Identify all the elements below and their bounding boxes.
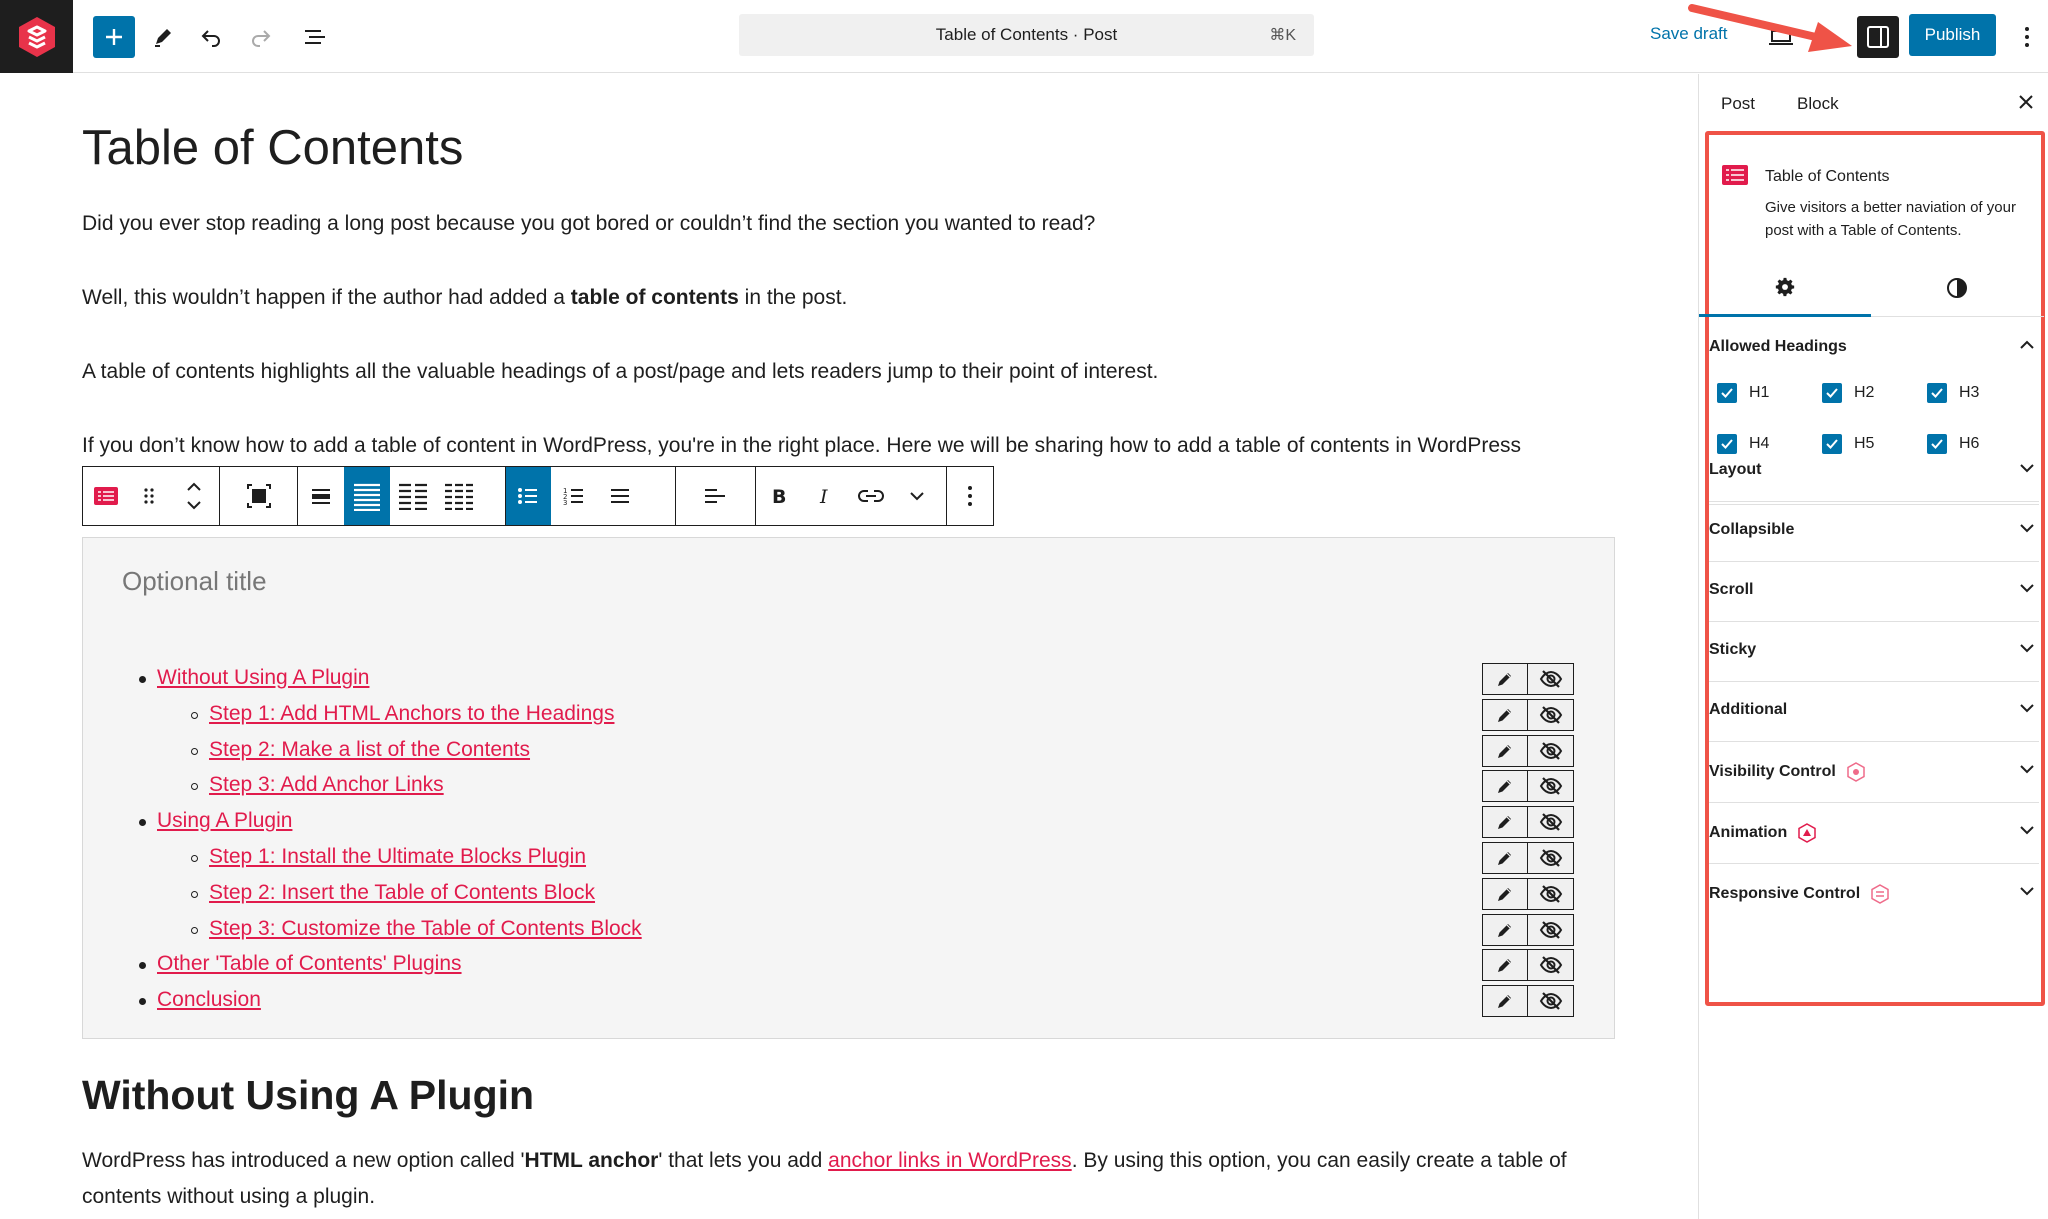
hide-heading-button[interactable]: [1528, 663, 1574, 695]
gear-icon: [1774, 276, 1796, 298]
heading-checkbox-label: H4: [1749, 435, 1770, 452]
hide-heading-button[interactable]: [1528, 949, 1574, 981]
paragraph-intro[interactable]: Did you ever stop reading a long post because you got bored or couldn’t find the section you wanted to read?: [82, 212, 1096, 235]
align-wide-button[interactable]: [220, 467, 297, 525]
move-up-down-button[interactable]: [169, 467, 219, 525]
heading-checkbox-h1[interactable]: [1717, 383, 1769, 403]
block-toolbar-group-format: [756, 467, 947, 525]
toc-item: [83, 806, 1614, 842]
bold-icon: [771, 486, 787, 506]
chevron-up-icon: [2019, 340, 2035, 350]
toc-item: [83, 699, 1614, 735]
divider: [1709, 621, 2039, 622]
align-left-icon: [703, 486, 727, 506]
eye-slash-icon: [1539, 955, 1563, 975]
tools-button[interactable]: [142, 16, 184, 58]
pencil-icon: [1495, 669, 1515, 689]
hide-heading-button[interactable]: [1528, 878, 1574, 910]
hide-heading-button[interactable]: [1528, 806, 1574, 838]
options-menu-button[interactable]: [2006, 16, 2048, 58]
svg-text:3: 3: [563, 499, 568, 506]
redo-button[interactable]: [240, 16, 282, 58]
pro-badge: [1846, 762, 1866, 782]
contrast-icon: [1946, 277, 1968, 299]
two-columns-icon: [398, 482, 428, 510]
one-column-icon: [310, 486, 332, 506]
edit-heading-button[interactable]: [1482, 699, 1528, 731]
panel-title: Sticky: [1709, 641, 1757, 658]
italic-button[interactable]: [802, 467, 848, 525]
bullet-icon: [139, 676, 146, 683]
bullet-icon: [191, 927, 198, 934]
block-type-button[interactable]: [83, 467, 129, 525]
edit-heading-button[interactable]: [1482, 735, 1528, 767]
eye-slash-icon: [1539, 812, 1563, 832]
block-toolbar-group-options: [947, 467, 993, 525]
post-title[interactable]: Table of Contents: [82, 121, 464, 175]
plain-list-button[interactable]: [597, 467, 643, 525]
chevron-down-icon: [2019, 825, 2035, 835]
panel-collapsible[interactable]: [1709, 521, 2039, 539]
divider: [1709, 863, 2039, 864]
heading-checkbox-label: H2: [1854, 384, 1875, 401]
svg-text:1: 1: [563, 487, 568, 495]
panel-title: Additional: [1709, 701, 1788, 718]
paragraph-text: . By using this option, you can easily create a table of: [1071, 1149, 1567, 1172]
italic-icon: [818, 486, 832, 506]
toc-item: [83, 663, 1614, 699]
toc-item-controls: [1482, 878, 1574, 910]
paragraph-text: Well, this wouldn’t happen if the author had added a: [82, 286, 571, 309]
paragraph-second[interactable]: [82, 280, 847, 316]
document-title: Table of Contents · Post: [935, 25, 1118, 44]
site-logo[interactable]: [0, 0, 73, 73]
block-toolbar-group-wide: [220, 467, 298, 525]
block-toolbar-group-list: [506, 467, 676, 525]
heading-checkbox-h3[interactable]: [1927, 383, 1979, 403]
panel-title: Scroll: [1709, 581, 1754, 598]
block-toolbar-group-align: [676, 467, 756, 525]
full-width-icon: [352, 481, 382, 511]
more-vertical-icon: [2024, 26, 2030, 48]
settings-sidebar: [1698, 74, 2048, 1219]
heading-checkbox-h6[interactable]: [1927, 434, 1979, 454]
toc-item: [83, 914, 1614, 950]
sidebar-toggle-icon: [1865, 24, 1891, 50]
pencil-icon: [1495, 991, 1515, 1011]
chevron-down-icon: [2019, 703, 2035, 713]
paragraph-text: ' that lets you add: [658, 1149, 829, 1172]
plain-list-icon: [609, 486, 631, 506]
block-toolbar-group-columns: [298, 467, 506, 525]
toc-item-controls: [1482, 770, 1574, 802]
chevron-down-icon: [2019, 886, 2035, 896]
toc-item-controls: [1482, 914, 1574, 946]
top-toolbar: [0, 0, 2048, 73]
plus-icon: [103, 26, 125, 48]
columns-full-button[interactable]: [344, 467, 390, 525]
section-heading[interactable]: Without Using A Plugin: [82, 1072, 535, 1118]
text-align-button[interactable]: [676, 467, 755, 525]
settings-sidebar-toggle[interactable]: [1857, 16, 1899, 58]
numbered-list-icon: [563, 486, 585, 506]
hide-heading-button[interactable]: [1528, 914, 1574, 946]
svg-text:B: B: [771, 486, 787, 506]
pencil-icon: [1495, 920, 1515, 940]
toc-item-controls: [1482, 985, 1574, 1017]
pencil-icon: [1495, 848, 1515, 868]
bullet-icon: [139, 962, 146, 969]
pro-badge: [1797, 823, 1817, 843]
toc-link[interactable]: Step 3: Customize the Table of Contents Block: [209, 916, 642, 940]
list-view-icon: [303, 25, 329, 49]
block-card-title: Table of Contents: [1765, 168, 1890, 185]
eye-slash-icon: [1539, 848, 1563, 868]
pencil-icon: [1495, 812, 1515, 832]
toc-link[interactable]: Conclusion: [157, 988, 261, 1012]
bullet-icon: [191, 748, 198, 755]
eye-slash-icon: [1539, 705, 1563, 725]
columns-one-button[interactable]: [298, 467, 344, 525]
svg-text:I: I: [819, 486, 828, 506]
heading-checkbox-label: H5: [1854, 435, 1875, 452]
edit-heading-button[interactable]: [1482, 878, 1528, 910]
drag-handle-icon: [143, 486, 155, 506]
hide-heading-button[interactable]: [1528, 770, 1574, 802]
panel-title: Animation: [1709, 824, 1788, 842]
sidebar-tabs: [1699, 74, 2048, 132]
toc-item: [83, 949, 1614, 985]
link-icon: [858, 488, 884, 504]
columns-two-button[interactable]: [390, 467, 436, 525]
tab-settings[interactable]: [1699, 259, 1871, 317]
align-wide-icon: [246, 483, 272, 509]
eye-slash-icon: [1539, 991, 1563, 1011]
panel-additional[interactable]: [1709, 701, 2039, 719]
edit-heading-button[interactable]: [1482, 770, 1528, 802]
logo-icon: [15, 15, 59, 59]
ordered-list-button[interactable]: [551, 467, 597, 525]
tab-styles[interactable]: [1871, 259, 2043, 317]
panel-title: Responsive Control: [1709, 885, 1861, 903]
heading-checkbox-label: H3: [1959, 384, 1980, 401]
bullet-icon: [191, 855, 198, 862]
toc-item-controls: [1482, 949, 1574, 981]
toc-item: [83, 878, 1614, 914]
checkmark-icon: [1822, 383, 1842, 403]
bullet-list-icon: [517, 486, 539, 506]
bold-text: table of contents: [570, 286, 739, 309]
panel-responsive-control[interactable]: [1709, 884, 2039, 904]
toc-item-controls: [1482, 735, 1574, 767]
document-overview-button[interactable]: [295, 16, 337, 58]
panel-layout[interactable]: [1709, 461, 2039, 479]
toc-block-icon: [93, 486, 119, 506]
toc-link[interactable]: Using A Plugin: [157, 809, 293, 833]
move-arrows-icon: [185, 480, 203, 512]
paragraph-text: in the post.: [738, 286, 848, 309]
tab-post[interactable]: Post: [1721, 94, 1756, 113]
heading-checkbox-h5[interactable]: [1822, 434, 1874, 454]
bullet-icon: [139, 819, 146, 826]
annotation-arrow-icon: [1680, 0, 1860, 60]
toc-item-controls: [1482, 699, 1574, 731]
pencil-icon: [1495, 705, 1515, 725]
chevron-down-icon: [2019, 463, 2035, 473]
hide-heading-button[interactable]: [1528, 699, 1574, 731]
eye-slash-icon: [1539, 884, 1563, 904]
divider: [1709, 501, 2039, 502]
bullet-icon: [191, 891, 198, 898]
chevron-down-icon: [2019, 764, 2035, 774]
toc-item-controls: [1482, 842, 1574, 874]
unordered-list-button[interactable]: [506, 467, 552, 525]
toc-block[interactable]: [82, 537, 1615, 1039]
heading-checkbox-label: H6: [1959, 435, 1980, 452]
edit-heading-button[interactable]: [1482, 914, 1528, 946]
pro-hexagon-icon: [1846, 762, 1866, 782]
checkmark-icon: [1927, 434, 1947, 454]
toc-link[interactable]: Step 1: Add HTML Anchors to the Headings: [209, 701, 615, 725]
pro-badge: [1870, 884, 1890, 904]
toc-item: [83, 985, 1614, 1021]
toc-link[interactable]: Other 'Table of Contents' Plugins: [157, 952, 462, 976]
command-palette-button[interactable]: [739, 14, 1314, 56]
pencil-icon: [1495, 955, 1515, 975]
panel-title: Layout: [1709, 461, 1762, 478]
bold-text: HTML anchor: [524, 1149, 659, 1172]
divider: [1709, 802, 2039, 803]
chevron-down-icon: [2019, 643, 2035, 653]
pencil-icon: [151, 25, 175, 49]
hide-heading-button[interactable]: [1528, 985, 1574, 1017]
panel-scroll[interactable]: [1709, 581, 2039, 599]
pencil-icon: [1495, 741, 1515, 761]
paragraph-html-anchor[interactable]: [82, 1143, 1622, 1215]
link-button[interactable]: [848, 467, 894, 525]
publish-button[interactable]: Publish: [1909, 14, 1996, 56]
undo-icon: [199, 25, 223, 49]
toolbar-spacer: [643, 467, 675, 525]
columns-three-button[interactable]: [436, 467, 482, 525]
toc-item: [83, 842, 1614, 878]
edit-heading-button[interactable]: [1482, 985, 1528, 1017]
panel-title: Collapsible: [1709, 521, 1795, 538]
divider: [1709, 741, 2039, 742]
bullet-icon: [139, 998, 146, 1005]
chevron-down-icon: [909, 491, 925, 501]
undo-button[interactable]: [190, 16, 232, 58]
paragraph-fourth[interactable]: If you don’t know how to add a table of content in WordPress, you're in the right place. Here we will be sharing how to add a table of contents in WordPress: [82, 434, 1522, 457]
divider: [1709, 681, 2039, 682]
panel-sticky[interactable]: [1709, 641, 2039, 659]
toc-link[interactable]: Step 1: Install the Ultimate Blocks Plugin: [209, 844, 587, 868]
toc-link[interactable]: Step 3: Add Anchor Links: [209, 773, 444, 797]
panel-title: Allowed Headings: [1709, 338, 1847, 355]
bold-button[interactable]: [756, 467, 802, 525]
toc-item-controls: [1482, 806, 1574, 838]
edit-heading-button[interactable]: [1482, 663, 1528, 695]
paragraph-text: WordPress has introduced a new option called ': [82, 1149, 525, 1172]
pro-hexagon-icon: [1797, 823, 1817, 843]
add-block-button[interactable]: [93, 16, 135, 58]
toc-item: [83, 735, 1614, 771]
hide-heading-button[interactable]: [1528, 842, 1574, 874]
toc-link[interactable]: Step 2: Make a list of the Contents: [209, 737, 531, 761]
divider: [1709, 561, 2039, 562]
bullet-icon: [191, 712, 198, 719]
more-formatting-button[interactable]: [894, 467, 940, 525]
three-columns-icon: [444, 482, 474, 510]
bullet-icon: [191, 783, 198, 790]
pro-hexagon-icon: [1870, 884, 1890, 904]
paragraph-text: contents without using a plugin.: [82, 1185, 376, 1208]
editor-canvas: [0, 74, 1698, 1219]
panel-allowed-headings[interactable]: [1709, 338, 2039, 356]
block-card-description: Give visitors a better naviation of your post with a Table of Contents.: [1765, 199, 2016, 239]
paragraph-third[interactable]: A table of contents highlights all the valuable headings of a post/page and lets readers jump to their point of interest.: [82, 360, 1159, 383]
tab-block[interactable]: Block: [1797, 94, 1839, 113]
divider: [1709, 504, 2039, 505]
toc-item: [83, 770, 1614, 806]
pencil-icon: [1495, 776, 1515, 796]
pencil-icon: [1495, 884, 1515, 904]
svg-text:2: 2: [563, 493, 568, 501]
panel-title: Visibility Control: [1709, 763, 1836, 781]
redo-icon: [249, 25, 273, 49]
eye-slash-icon: [1539, 920, 1563, 940]
block-toolbar-group-block: [83, 467, 220, 525]
toc-item-controls: [1482, 663, 1574, 695]
toc-link[interactable]: Without Using A Plugin: [157, 666, 370, 689]
panel-animation[interactable]: [1709, 823, 2039, 843]
edit-heading-button[interactable]: [1482, 949, 1528, 981]
more-vertical-icon: [967, 485, 973, 507]
checkmark-icon: [1717, 434, 1737, 454]
anchor-links-link[interactable]: anchor links in WordPress: [828, 1149, 1072, 1172]
block-toolbar: [82, 466, 994, 526]
eye-slash-icon: [1539, 776, 1563, 796]
eye-slash-icon: [1539, 741, 1563, 761]
inspector-subtabs: [1699, 259, 2044, 317]
toc-list: [83, 663, 1614, 1021]
panel-visibility-control[interactable]: [1709, 762, 2039, 782]
checkmark-icon: [1717, 383, 1737, 403]
checkmark-icon: [1822, 434, 1842, 454]
eye-slash-icon: [1539, 669, 1563, 689]
toc-block-icon: [1721, 164, 1749, 186]
block-options-button[interactable]: [947, 467, 993, 525]
heading-checkbox-h2[interactable]: [1822, 383, 1874, 403]
save-draft-button[interactable]: Save draft: [1650, 24, 1728, 43]
drag-handle[interactable]: [129, 467, 169, 525]
shortcut-hint: ⌘K: [1269, 27, 1296, 44]
heading-checkbox-h4[interactable]: [1717, 434, 1769, 454]
toc-title-placeholder[interactable]: Optional title: [122, 566, 267, 596]
edit-heading-button[interactable]: [1482, 842, 1528, 874]
toc-link[interactable]: Step 2: Insert the Table of Contents Block: [209, 880, 596, 904]
heading-checkbox-label: H1: [1749, 384, 1770, 401]
checkmark-icon: [1927, 383, 1947, 403]
chevron-down-icon: [2019, 583, 2035, 593]
hide-heading-button[interactable]: [1528, 735, 1574, 767]
chevron-down-icon: [2019, 523, 2035, 533]
edit-heading-button[interactable]: [1482, 806, 1528, 838]
close-icon[interactable]: [2017, 93, 2035, 111]
